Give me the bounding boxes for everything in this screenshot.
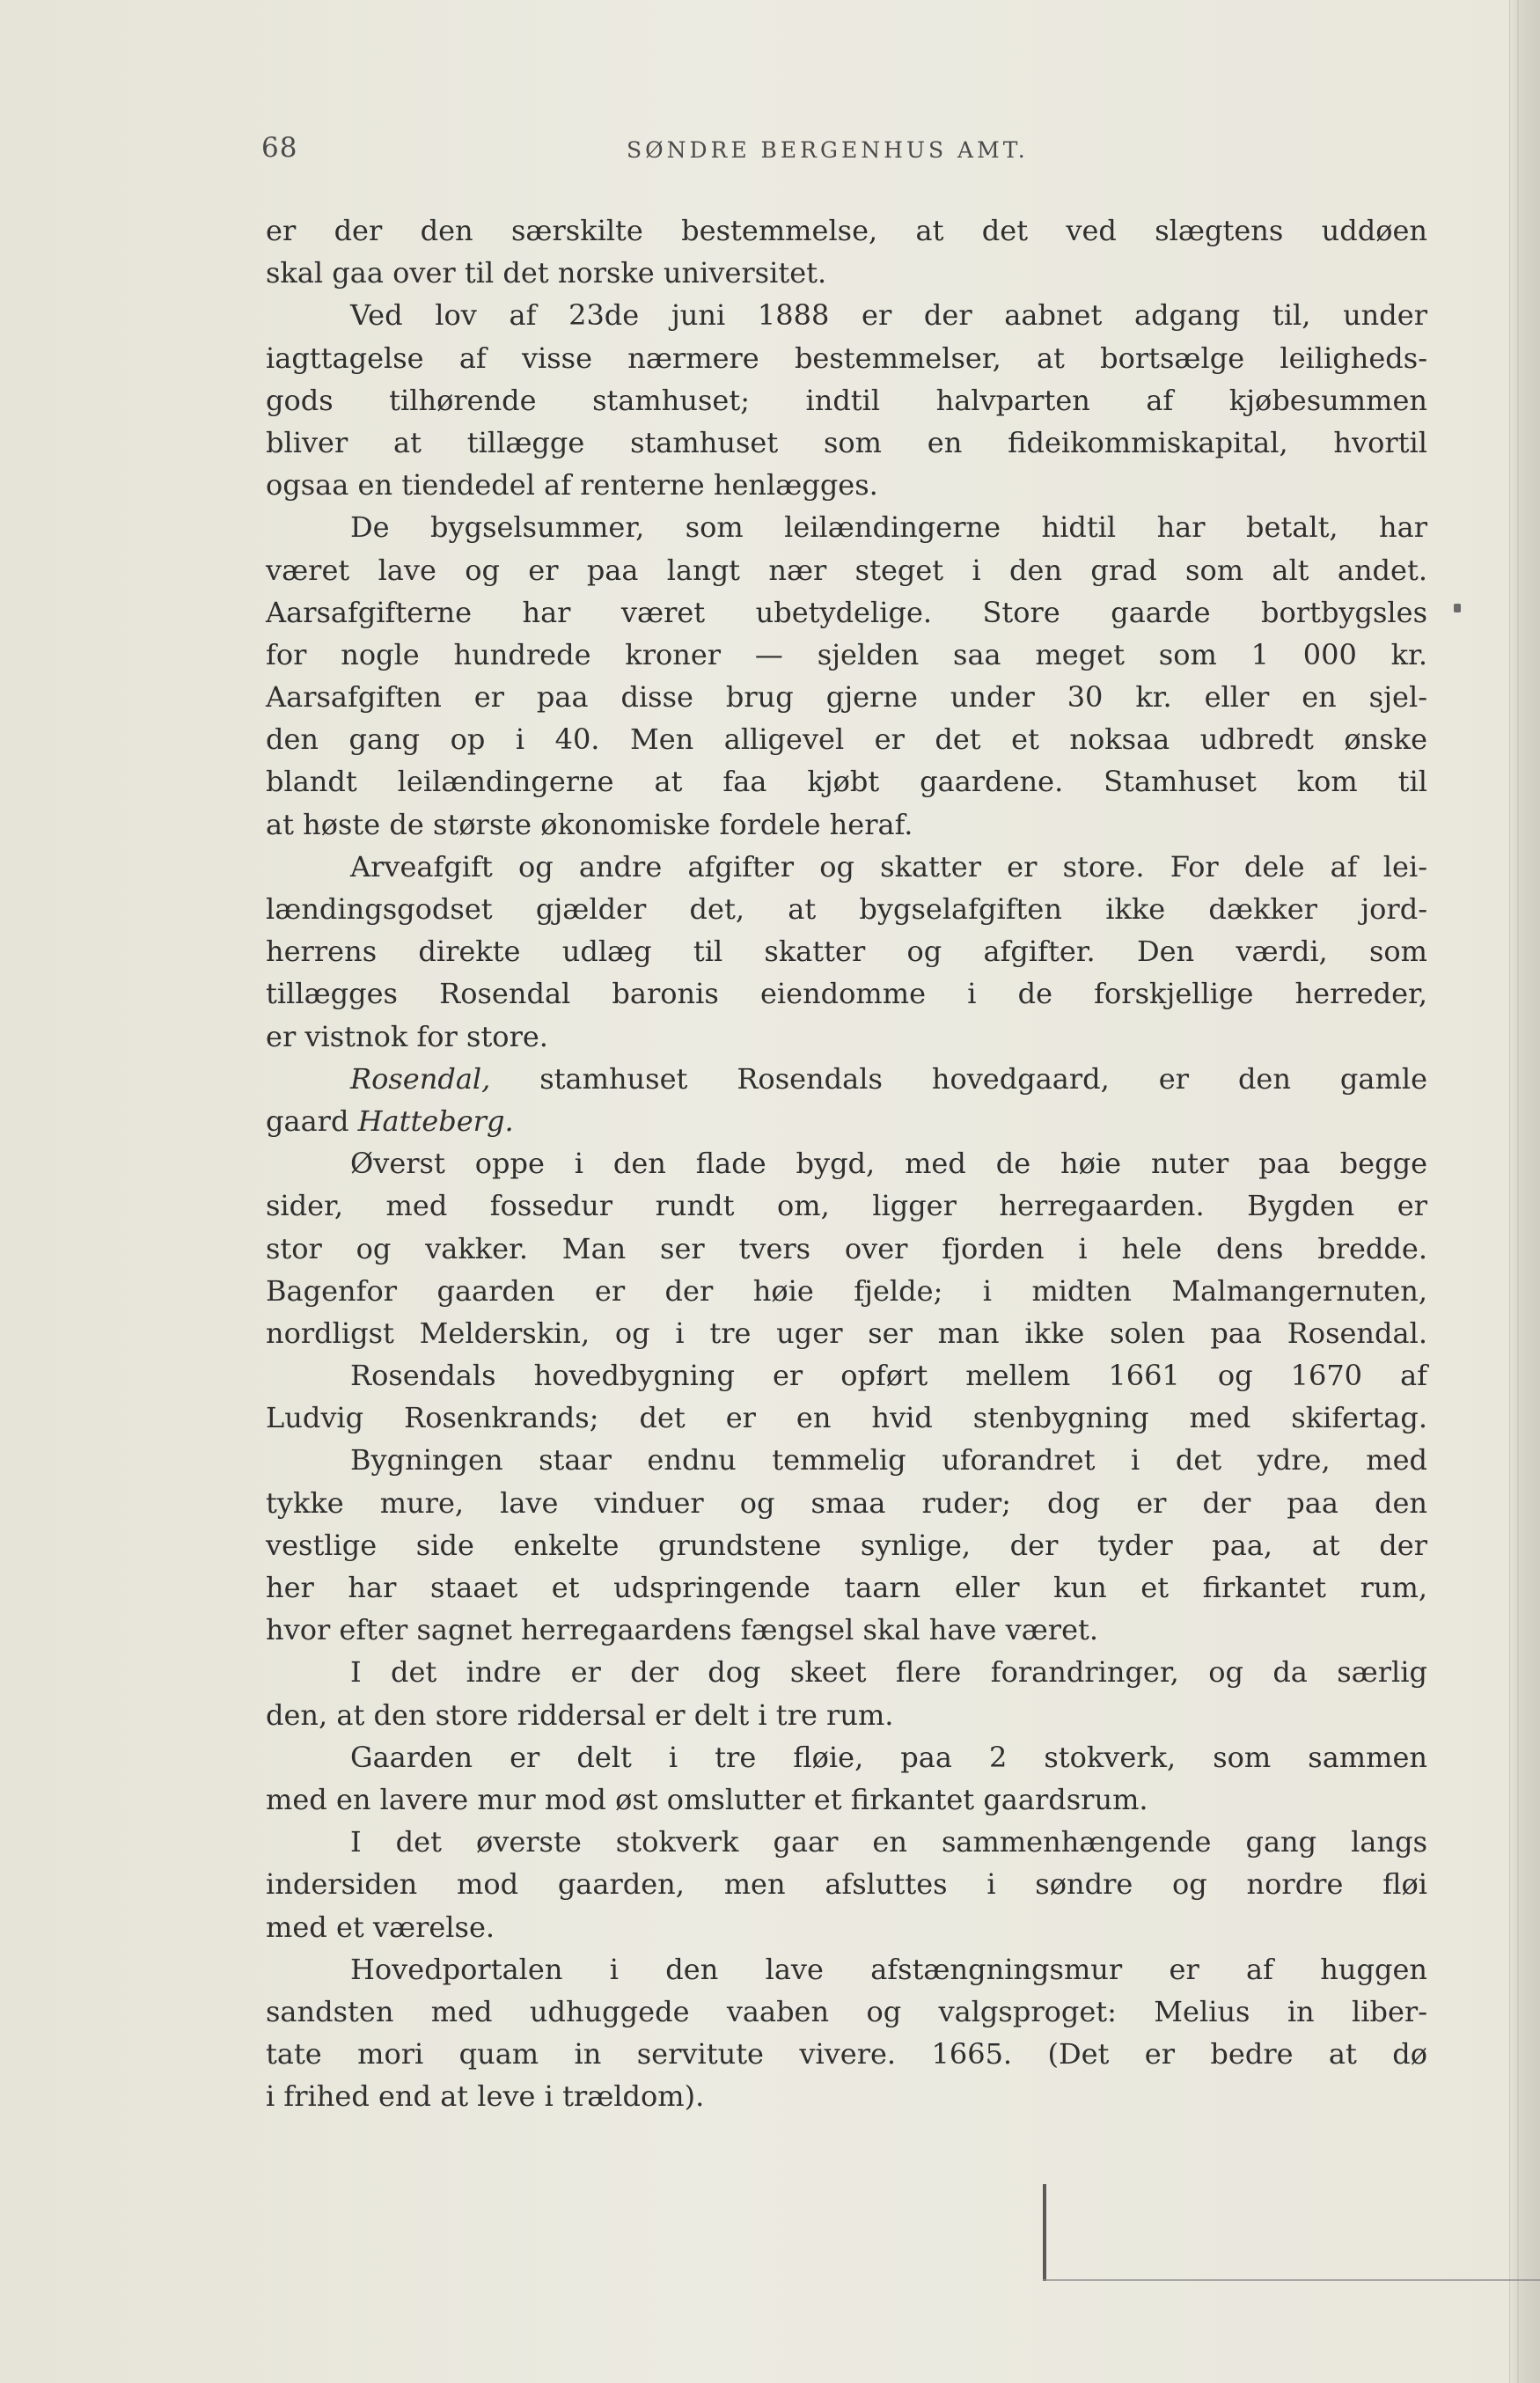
text-line: hvor efter sagnet herregaardens fængsel skal have været. bbox=[266, 1613, 1099, 1647]
text-line: Aarsafgifterne har været ubetydelige. Store gaarde bortbygsles bbox=[266, 595, 1427, 629]
text-line: ogsaa en tiendedel af renterne henlægges. bbox=[266, 468, 878, 502]
text-line: iagttagelse af visse nærmere bestemmelser, at bortsælge leiligheds- bbox=[266, 341, 1427, 375]
margin-mark bbox=[1454, 604, 1461, 612]
text-line: bliver at tillægge stamhuset som en fideikommiskapital, hvortil bbox=[266, 425, 1427, 459]
text-line: Arveafgift og andre afgifter og skatter er store. For dele af lei- bbox=[350, 849, 1427, 884]
text-line: De bygselsummer, som leilændingerne hidtil har betalt, har bbox=[350, 510, 1427, 545]
text-line: sider, med fossedur rundt om, ligger herregaarden. Bygden er bbox=[266, 1189, 1427, 1223]
text-line: Ved lov af 23de juni 1888 er der aabnet adgang til, under bbox=[350, 298, 1427, 333]
text-line: med et værelse. bbox=[266, 1910, 495, 1944]
text-line: gaard Hatteberg. bbox=[266, 1104, 514, 1138]
text-line: Øverst oppe i den flade bygd, med de høie nuter paa begge bbox=[350, 1147, 1427, 1181]
text-line: den gang op i 40. Men alligevel er det et noksaa udbredt ønske bbox=[266, 722, 1427, 757]
text-line: lændingsgodset gjælder det, at bygselafgiften ikke dækker jord- bbox=[266, 892, 1427, 926]
text-line: Gaarden er delt i tre fløie, paa 2 stokverk, som sammen bbox=[350, 1740, 1427, 1774]
text-line: vestlige side enkelte grundstene synlige, der tyder paa, at der bbox=[266, 1528, 1427, 1562]
text-line: Aarsafgiften er paa disse brug gjerne under 30 kr. eller en sjel- bbox=[266, 680, 1427, 715]
text-line: været lave og er paa langt nær steget i den grad som alt andet. bbox=[266, 553, 1427, 587]
frame-line-bottom bbox=[1043, 2279, 1540, 2281]
text-line: blandt leilændingerne at faa kjøbt gaardene. Stamhuset kom til bbox=[266, 765, 1427, 799]
text-line: stor og vakker. Man ser tvers over fjorden i hele dens bredde. bbox=[266, 1231, 1427, 1265]
text-line: er vistnok for store. bbox=[266, 1019, 548, 1053]
text-line: nordligst Melderskin, og i tre uger ser man ikke solen paa Rosendal. bbox=[266, 1316, 1427, 1350]
page-header bbox=[261, 132, 1432, 167]
page-number: 68 bbox=[261, 132, 298, 164]
text-line: den, at den store riddersal er delt i tre rum. bbox=[266, 1697, 894, 1732]
text-line: sandsten med udhuggede vaaben og valgsproget: Melius in liber- bbox=[266, 1994, 1427, 2028]
text-line: I det indre er der dog skeet flere forandringer, og da særlig bbox=[350, 1655, 1427, 1690]
text-line: gods tilhørende stamhuset; indtil halvparten af kjøbesummen bbox=[266, 383, 1427, 417]
text-line: Rosendals hovedbygning er opført mellem 1661 og 1670 af bbox=[350, 1359, 1427, 1393]
text-line: tykke mure, lave vinduer og smaa ruder; dog er der paa den bbox=[266, 1485, 1427, 1520]
text-line: I det øverste stokverk gaar en sammenhængende gang langs bbox=[350, 1825, 1427, 1859]
running-title: SØNDRE BERGENHUS AMT. bbox=[627, 137, 1029, 163]
text-line: for nogle hundrede kroner — sjelden saa meget som 1 000 kr. bbox=[266, 637, 1427, 671]
page-edge-shadow bbox=[1509, 0, 1540, 2383]
text-line: tillægges Rosendal baronis eiendomme i de forskjellige herreder, bbox=[266, 977, 1427, 1011]
italic-place-name: Hatteberg. bbox=[357, 1104, 514, 1138]
text-line: tate mori quam in servitute vivere. 1665. (Det er bedre at dø bbox=[266, 2037, 1427, 2071]
text-line: i frihed end at leve i trældom). bbox=[266, 2079, 705, 2114]
text-line: Hovedportalen i den lave afstængningsmur er af huggen bbox=[350, 1952, 1427, 1986]
text-line: at høste de største økonomiske fordele heraf. bbox=[266, 807, 913, 841]
text-line: her har staaet et udspringende taarn eller kun et firkantet rum, bbox=[266, 1571, 1427, 1604]
text-line: Rosendal, stamhuset Rosendals hovedgaard, er den gamle bbox=[350, 1061, 1427, 1096]
text-line: med en lavere mur mod øst omslutter et firkantet gaardsrum. bbox=[266, 1782, 1148, 1816]
italic-place-name: Rosendal, bbox=[350, 1061, 491, 1096]
text-line: Ludvig Rosenkrands; det er en hvid stenbygning med skifertag. bbox=[266, 1401, 1427, 1435]
text-line: er der den særskilte bestemmelse, at det ved slægtens uddøen bbox=[266, 214, 1427, 247]
body-text bbox=[266, 209, 1427, 2117]
text-line: skal gaa over til det norske universitet. bbox=[266, 256, 827, 290]
text-line: herrens direkte udlæg til skatter og afgifter. Den værdi, som bbox=[266, 935, 1427, 969]
text-line: indersiden mod gaarden, men afsluttes i søndre og nordre fløi bbox=[266, 1867, 1427, 1902]
frame-line-left bbox=[1043, 2184, 1046, 2281]
text-line: Bagenfor gaarden er der høie fjelde; i midten Malmangernuten, bbox=[266, 1273, 1427, 1308]
text-line: Bygningen staar endnu temmelig uforandret i det ydre, med bbox=[350, 1443, 1427, 1477]
